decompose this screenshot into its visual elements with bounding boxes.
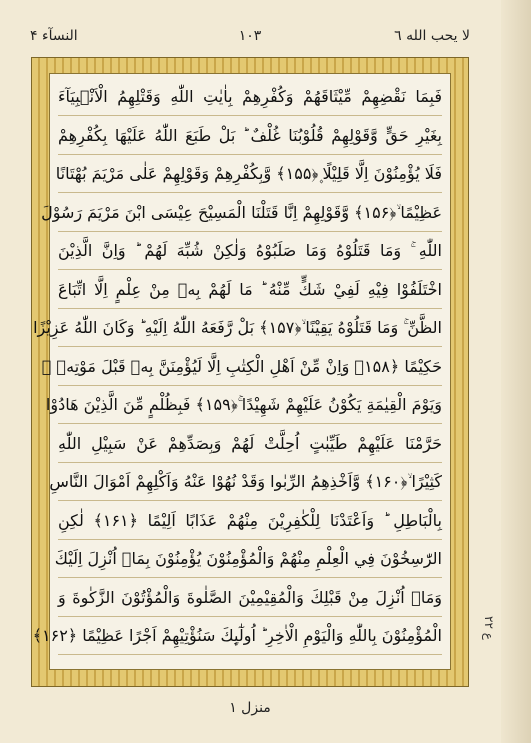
page-number: ۱۰۳ <box>238 28 262 44</box>
verse-line: بِغَيْرِ حَقٍّ وَّقَوْلِهِمْ قُلُوْبُنَا غُلْفٌ ؕ بَلْ طَبَعَ اللّٰهُ عَلَيْهَا بِكُفْرِهِمْ <box>58 125 442 145</box>
ruku-marker: ع ۲۲ <box>482 616 496 640</box>
line-rule <box>58 269 442 270</box>
line-rule <box>58 500 442 501</box>
line-rule <box>58 462 442 463</box>
verse-line: الظَّنِّ ۚ وَمَا قَتَلُوْهُ يَقِيْنًا ۙ﴿۱۵۷﴾ بَلْ رَّفَعَهُ اللّٰهُ اِلَيْهِ ؕ وَكَانَ اللّٰهُ عَزِيْزًا <box>33 318 442 337</box>
verse-line: كَثِيْرًا ۙ﴿۱۶۰﴾ وَّاَخْذِهِمُ الرِّبٰوا وَقَدْ نُهُوْا عَنْهُ وَاَكْلِهِمْ اَمْوَالَ النَّاسِ <box>49 472 442 491</box>
line-rule <box>58 385 442 386</box>
line-rule <box>58 654 442 655</box>
juz-name: لا يحب الله ٦ <box>394 28 470 44</box>
line-rule <box>58 539 442 540</box>
verse-line: اللّٰهِ ۚ وَمَا قَتَلُوْهُ وَمَا صَلَبُوْهُ وَلٰكِنْ شُبِّهَ لَهُمْ ؕ وَاِنَّ الَّذِيْنَ <box>58 241 442 260</box>
line-rule <box>58 231 442 232</box>
verse-line: حَرَّمْنَا عَلَيْهِمْ طَيِّبٰتٍ اُحِلَّتْ لَهُمْ وَبِصَدِّهِمْ عَنْ سَبِيْلِ اللّٰهِ <box>58 433 442 453</box>
verse-line: بِالْبَاطِلِ ؕ وَاَعْتَدْنَا لِلْكٰفِرِيْنَ مِنْهُمْ عَذَابًا اَلِيْمًا ﴿۱۶۱﴾ لٰكِنِ <box>58 510 442 530</box>
line-rule <box>58 115 442 116</box>
verse-line: فَلَا يُؤْمِنُوْنَ اِلَّا قَلِيْلًا ۪﴿۱۵۵﴾ وَّبِكُفْرِهِمْ وَقَوْلِهِمْ عَلٰى مَرْيَمَ بُهْتَانًا <box>55 164 442 183</box>
line-rule <box>58 308 442 309</box>
line-rule <box>58 346 442 347</box>
verse-line: فَبِمَا نَقْضِهِمْ مِّيْثَاقَهُمْ وَكُفْرِهِمْ بِاٰيٰتِ اللّٰهِ وَقَتْلِهِمُ الْاَنْۢبِيَآءَ <box>58 87 442 106</box>
verse-line: الْمُؤْمِنُوْنَ بِاللّٰهِ وَالْيَوْمِ الْاٰخِرِ ؕ اُولٰٓىِٕكَ سَنُؤْتِيْهِمْ اَجْرًا عَظِيْمًا ﴿۱۶۲﴾ <box>32 626 442 645</box>
verse-line: اخْتَلَفُوْا فِيْهِ لَفِيْ شَكٍّ مِّنْهُ ؕ مَا لَهُمْ بِهٖ مِنْ عِلْمٍ اِلَّا اتِّبَاعَ <box>58 279 442 299</box>
line-rule <box>58 423 442 424</box>
line-rule <box>58 192 442 193</box>
line-rule <box>58 154 442 155</box>
surah-name: النسآء ۴ <box>30 28 78 44</box>
verse-line: عَظِيْمًا ۙ﴿۱۵۶﴾ وَّقَوْلِهِمْ اِنَّا قَتَلْنَا الْمَسِيْحَ عِيْسَى ابْنَ مَرْيَمَ رَسُوْلَ <box>41 202 442 222</box>
page-edge-shadow <box>501 0 531 743</box>
verse-line: وَيَوْمَ الْقِيٰمَةِ يَكُوْنُ عَلَيْهِمْ شَهِيْدًا ۚ﴿۱۵۹﴾ فَبِظُلْمٍ مِّنَ الَّذِيْنَ هَادُوْا <box>45 395 442 414</box>
verse-line: وَمَاۤ اُنْزِلَ مِنْ قَبْلِكَ وَالْمُقِيْمِيْنَ الصَّلٰوةَ وَالْمُؤْتُوْنَ الزَّكٰوةَ وَ <box>58 587 442 607</box>
line-rule <box>58 577 442 578</box>
verse-line: حَكِيْمًا ﴿۱۵۸﴾ وَاِنْ مِّنْ اَهْلِ الْكِتٰبِ اِلَّا لَيُؤْمِنَنَّ بِهٖ قَبْلَ مَوْتِهٖ ۚ <box>41 356 442 376</box>
verse-line: الرّٰسِخُوْنَ فِي الْعِلْمِ مِنْهُمْ وَالْمُؤْمِنُوْنَ يُؤْمِنُوْنَ بِمَاۤ اُنْزِلَ اِلَيْكَ <box>54 549 442 568</box>
line-rule <box>58 616 442 617</box>
manzil-footer: منزل ۱ <box>229 700 271 716</box>
